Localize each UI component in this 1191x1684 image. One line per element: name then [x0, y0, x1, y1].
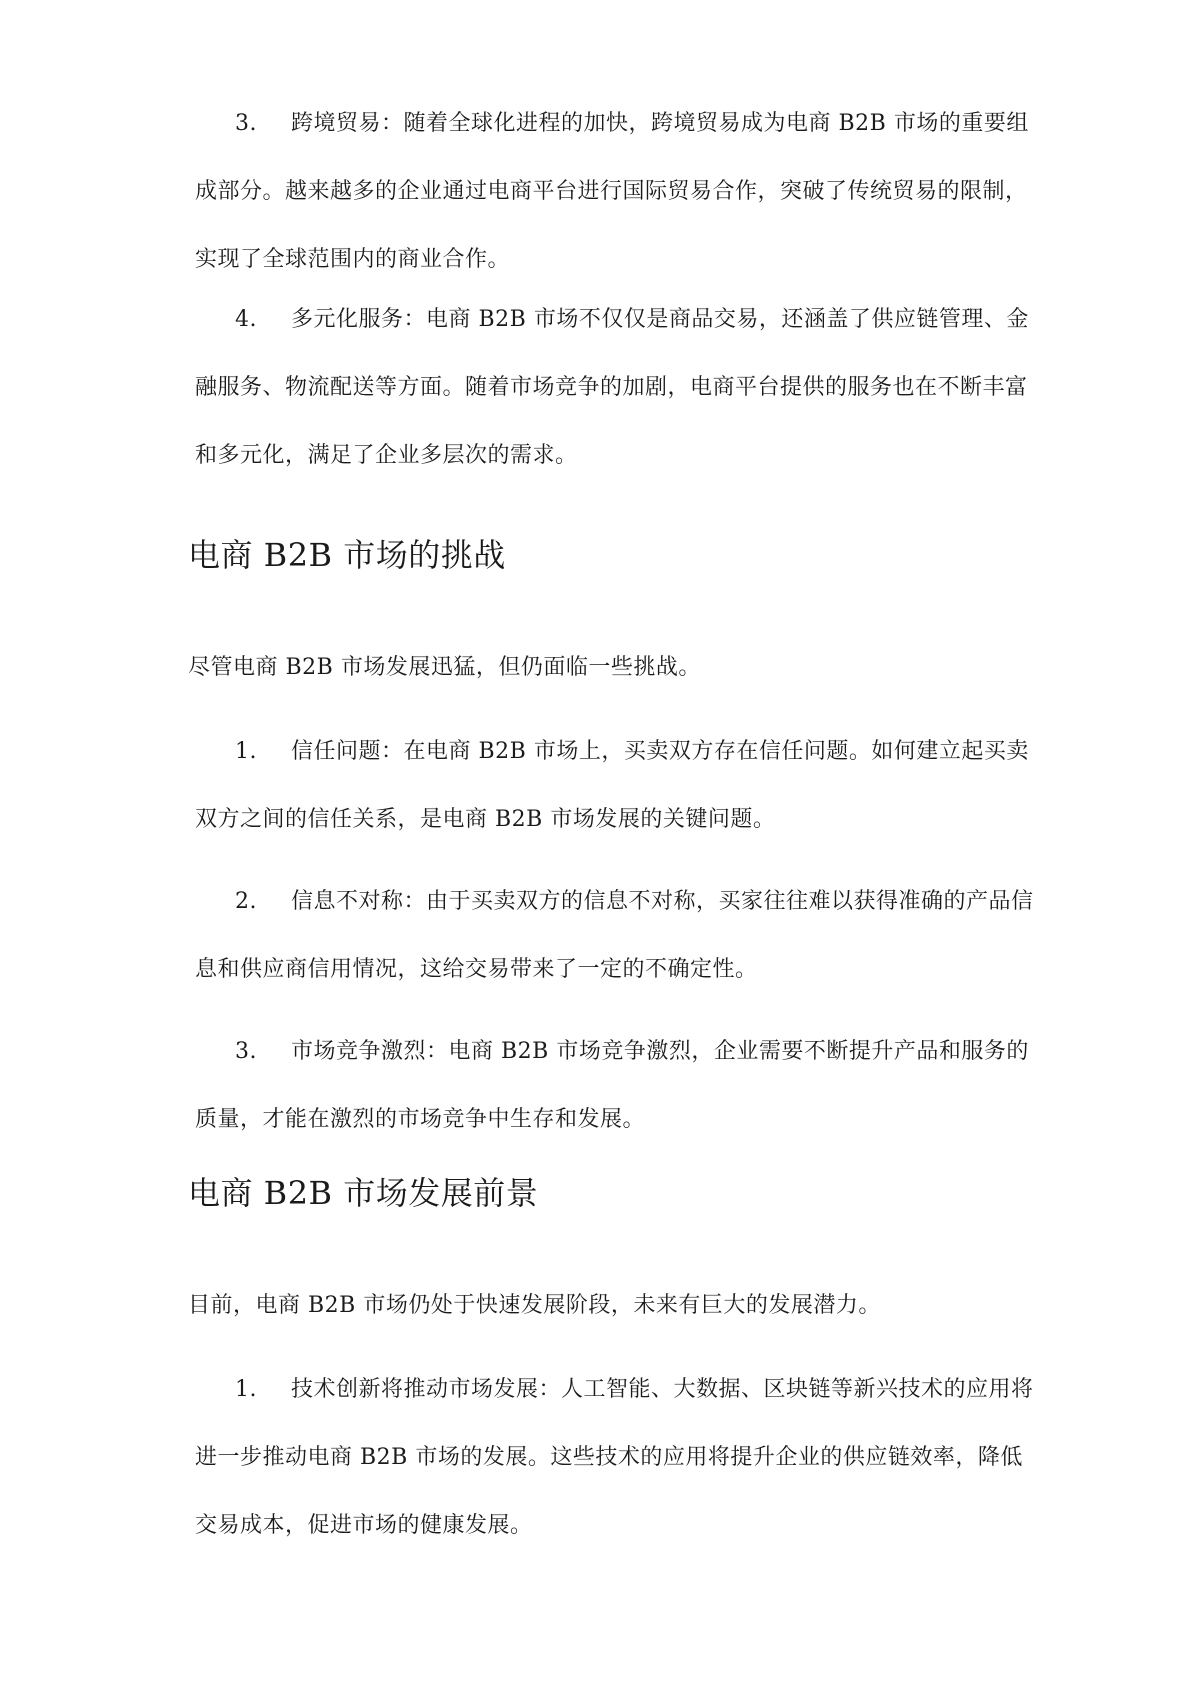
list-item-text: 信息不对称：由于买卖双方的信息不对称，买家往往难以获得准确的产品信息和供应商信用情况，这给交易带来了一定的不确定性。 [195, 889, 1034, 982]
list-item-text: 市场竞争激烈：电商 B2B 市场竞争激烈，企业需要不断提升产品和服务的质量，才能在激烈的市场竞争中生存和发展。 [195, 1039, 1029, 1132]
list-item-text: 跨境贸易：随着全球化进程的加快，跨境贸易成为电商 B2B 市场的重要组成部分。越来越多的企业通过电商平台进行国际贸易合作，突破了传统贸易的限制，实现了全球范围内的商业合作。 [195, 111, 1029, 272]
section-heading-prospects: 电商 B2B 市场发展前景 [188, 1174, 539, 1212]
list-item-cross-border-trade [195, 90, 1035, 294]
list-item-trust-issue [195, 718, 1035, 854]
list-item-text: 多元化服务：电商 B2B 市场不仅仅是商品交易，还涵盖了供应链管理、金融服务、物流配送等方面。随着市场竞争的加剧，电商平台提供的服务也在不断丰富和多元化，满足了企业多层次的需求。 [195, 307, 1029, 468]
list-item-text: 技术创新将推动市场发展：人工智能、大数据、区块链等新兴技术的应用将进一步推动电商 B2B 市场的发展。这些技术的应用将提升企业的供应链效率，降低交易成本，促进市场的健康发展。 [195, 1377, 1034, 1538]
section-intro-prospects: 目前，电商 B2B 市场仍处于快速发展阶段，未来有巨大的发展潜力。 [188, 1293, 881, 1318]
section-heading-challenges: 电商 B2B 市场的挑战 [188, 536, 506, 574]
list-number: 3. [235, 1039, 257, 1064]
list-item-information-asymmetry [195, 868, 1035, 1004]
list-number: 3. [235, 111, 257, 136]
list-number: 4. [235, 307, 257, 332]
list-number: 2. [235, 889, 257, 914]
list-number: 1. [235, 739, 257, 764]
list-item-technology-innovation [195, 1356, 1035, 1560]
section-intro-challenges: 尽管电商 B2B 市场发展迅猛，但仍面临一些挑战。 [188, 655, 701, 680]
list-item-diversified-services [195, 286, 1035, 490]
list-item-fierce-competition [195, 1018, 1035, 1154]
list-number: 1. [235, 1377, 257, 1402]
list-item-text: 信任问题：在电商 B2B 市场上，买卖双方存在信任问题。如何建立起买卖双方之间的信任关系，是电商 B2B 市场发展的关键问题。 [195, 739, 1029, 832]
